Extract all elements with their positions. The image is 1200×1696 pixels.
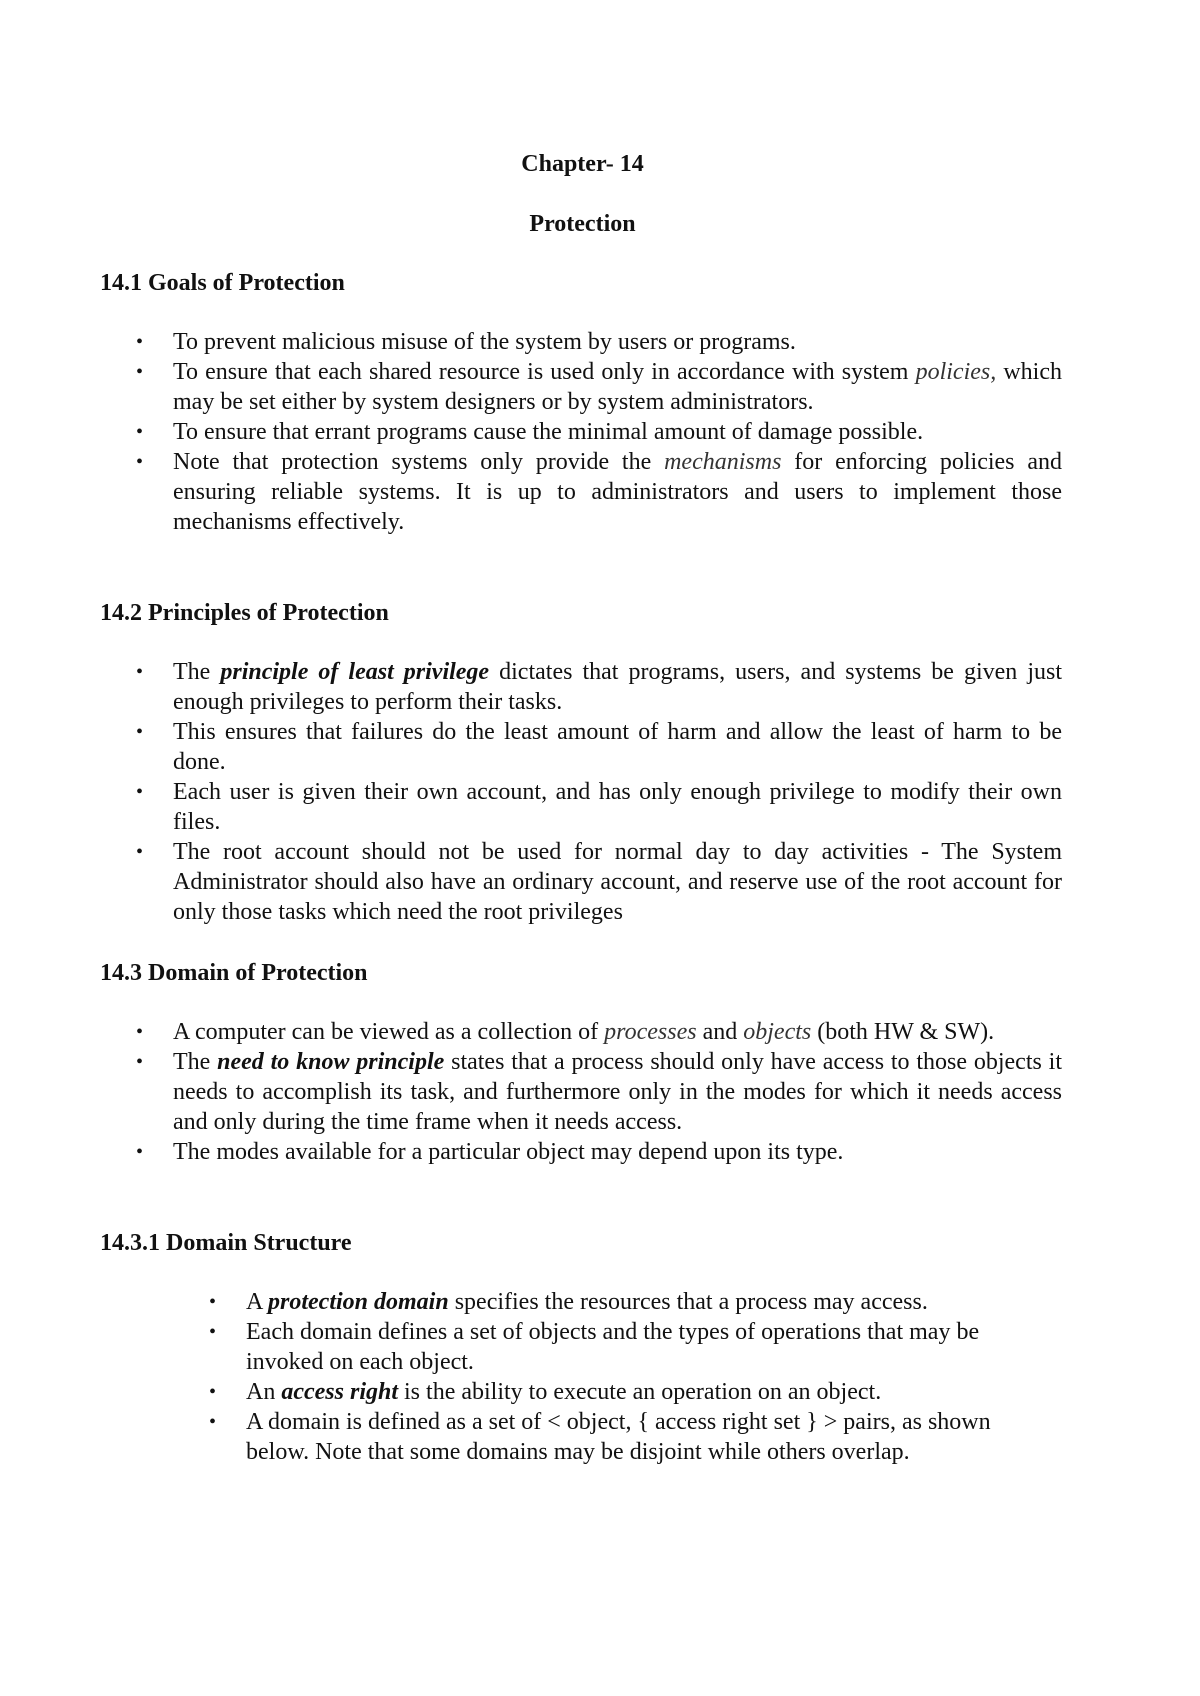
- list-item: • This ensures that failures do the least amount of harm and allow the least of harm to be done.: [136, 719, 1062, 775]
- list-item: • An access right is the ability to execute an operation on an object.: [209, 1379, 882, 1405]
- principles-list: [136, 657, 1062, 927]
- bullet-icon: •: [136, 781, 144, 803]
- emphasis-processes: processes: [604, 1019, 697, 1045]
- emphasis-protection-domain: protection domain: [268, 1289, 449, 1315]
- bullet-icon: •: [136, 841, 144, 863]
- bullet-icon: •: [136, 421, 144, 443]
- bullet-icon: •: [136, 721, 144, 743]
- bullet-icon: •: [136, 1021, 144, 1043]
- list-item: • The root account should not be used for normal day to day activities - The System Administrator should also have an ordinary account, and reserve use of the root account for only those tasks which need the root privileges: [136, 839, 1062, 925]
- section-heading-domain: 14.3 Domain of Protection: [100, 960, 368, 986]
- bullet-icon: •: [136, 331, 144, 353]
- domain-structure-list: [209, 1287, 1052, 1467]
- bullet-icon: •: [209, 1381, 217, 1403]
- list-item: • A computer can be viewed as a collection of processes and objects (both HW & SW).: [136, 1019, 995, 1045]
- list-item: • Each domain defines a set of objects and the types of operations that may be invoked on each object.: [209, 1319, 980, 1375]
- emphasis-least-privilege: principle of least privilege: [220, 659, 490, 685]
- emphasis-objects: objects: [743, 1019, 812, 1045]
- section-heading-principles: 14.2 Principles of Protection: [100, 600, 389, 626]
- list-item: • A protection domain specifies the resources that a process may access.: [209, 1289, 928, 1315]
- list-item: • To prevent malicious misuse of the system by users or programs.: [136, 329, 796, 355]
- emphasis-need-to-know: need to know principle: [217, 1049, 445, 1075]
- emphasis-access-right: access right: [281, 1379, 399, 1405]
- bullet-icon: •: [209, 1321, 217, 1343]
- emphasis-policies: policies,: [915, 359, 997, 385]
- list-item: • Note that protection systems only provide the mechanisms for enforcing policies and ensuring reliable systems. It is up to administrators and users to implement those mechanisms effectively.: [136, 449, 1062, 535]
- list-item: • Each user is given their own account, and has only enough privilege to modify their own files.: [136, 779, 1062, 835]
- bullet-icon: •: [136, 661, 144, 683]
- chapter-label: Chapter- 14: [521, 151, 644, 177]
- bullet-icon: •: [136, 1051, 144, 1073]
- domain-list: [136, 1017, 1062, 1167]
- list-item: • The modes available for a particular object may depend upon its type.: [136, 1139, 844, 1165]
- list-item: • The need to know principle states that a process should only have access to those objects it needs to accomplish its task, and furthermore only in the modes for which it needs access and only during the time frame when it needs access.: [136, 1049, 1062, 1135]
- bullet-icon: •: [209, 1291, 217, 1313]
- bullet-icon: •: [136, 451, 144, 473]
- bullet-icon: •: [136, 361, 144, 383]
- bullet-icon: •: [136, 1141, 144, 1163]
- list-item: • To ensure that each shared resource is used only in accordance with system policies, which may be set either by system designers or by system administrators.: [136, 359, 1063, 415]
- section-heading-domain-structure: 14.3.1 Domain Structure: [100, 1230, 352, 1256]
- list-item: • The principle of least privilege dictates that programs, users, and systems be given just enough privileges to perform their tasks.: [136, 659, 1062, 715]
- section-heading-goals: 14.1 Goals of Protection: [100, 270, 345, 296]
- list-item: • A domain is defined as a set of < object, { access right set } > pairs, as shown below. Note that some domains may be disjoint while others overlap.: [209, 1409, 991, 1465]
- bullet-icon: •: [209, 1411, 217, 1433]
- list-item: • To ensure that errant programs cause the minimal amount of damage possible.: [136, 419, 924, 445]
- page-title: Protection: [529, 211, 636, 237]
- goals-list: [136, 327, 1063, 537]
- emphasis-mechanisms: mechanisms: [664, 449, 782, 475]
